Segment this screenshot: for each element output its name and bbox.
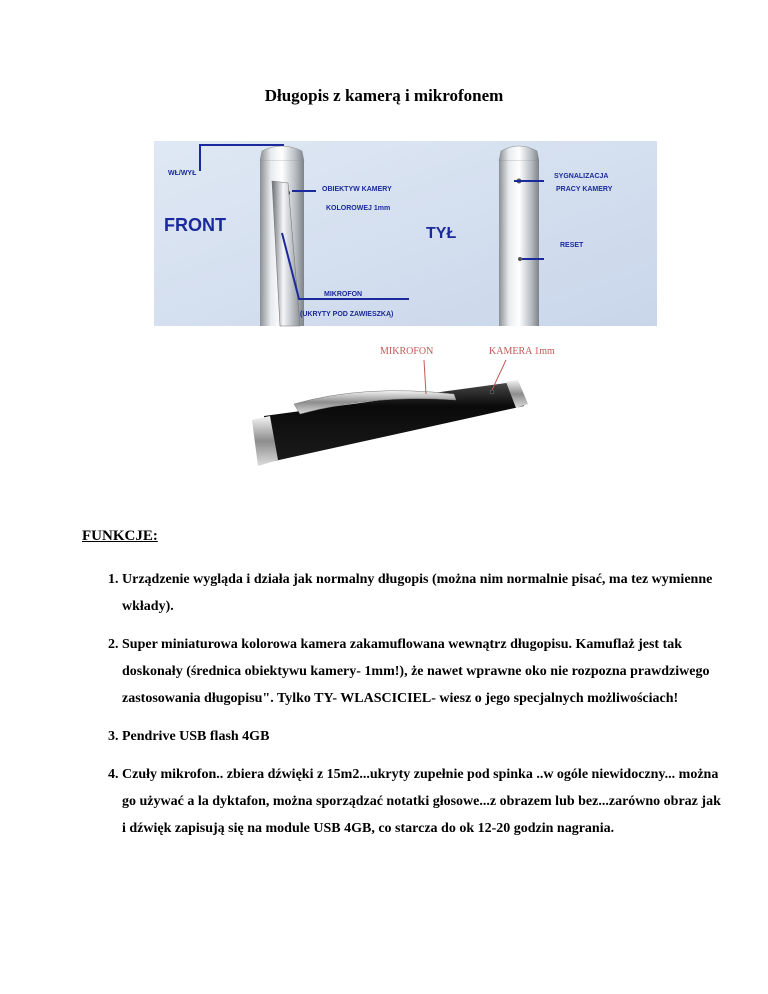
list-item-text: Urządzenie wygląda i działa jak normalny długopis (można nim normalnie pisać, ma tez wymienne wkłady).: [122, 572, 713, 614]
label-front: FRONT: [164, 215, 226, 235]
label-onoff: WŁ/WYŁ: [168, 170, 197, 177]
label-mic: MIKROFON: [380, 346, 434, 357]
label-signal-2: PRACY KAMERY: [556, 186, 613, 193]
label-mic-2: (UKRYTY POD ZAWIESZKĄ): [300, 311, 394, 318]
page-title: Długopis z kamerą i mikrofonem: [264, 86, 504, 105]
list-item-number: 4.: [108, 767, 119, 782]
label-lens-2: KOLOROWEJ 1mm: [326, 205, 391, 212]
list-item-number: 3.: [108, 729, 119, 744]
list-item-text: Super miniaturowa kolorowa kamera zakamuflowana wewnątrz długopisu. Kamuflaż jest tak doskonały (średnica obiektywu kamery- 1mm!), że nawet wprawne oko nie rozpozna prawdziwego zastosowania długopisu". Tylko TY- WLASCICIEL- wiesz o jego specjalnych możliwościach!: [122, 637, 710, 706]
back-pen: [499, 146, 539, 326]
label-back: TYŁ: [426, 225, 457, 242]
list-item-number: 1.: [108, 572, 119, 587]
list-item: [82, 761, 722, 842]
label-mic-1: MIKROFON: [324, 291, 363, 298]
list-item: [82, 566, 722, 620]
label-lens-1: OBIEKTYW KAMERY: [322, 186, 392, 193]
label-camera: KAMERA 1mm: [489, 346, 555, 357]
pen-front-back-photo: [154, 141, 657, 326]
list-item-text: Czuły mikrofon.. zbiera dźwięki z 15m2...ukryty zupełnie pod spinka ..w ogóle niewidoczny... można go używać a la dyktafon, można sporządzać notatki głosowe...z obrazem lub bez...zarówno obraz jak i dźwięk zapisują się na module USB 4GB, co starcza do ok 12-20 godzin nagrania.: [122, 767, 721, 836]
section-heading: FUNKCJE:: [82, 528, 158, 544]
pen-closeup-photo: [244, 334, 555, 494]
list-item: [82, 631, 722, 712]
list-item-text: Pendrive USB flash 4GB: [122, 729, 270, 744]
label-reset: RESET: [560, 242, 584, 249]
list-item-number: 2.: [108, 637, 119, 652]
feature-list: [82, 566, 722, 853]
label-signal-1: SYGNALIZACJA: [554, 173, 609, 180]
list-item: [82, 723, 722, 750]
